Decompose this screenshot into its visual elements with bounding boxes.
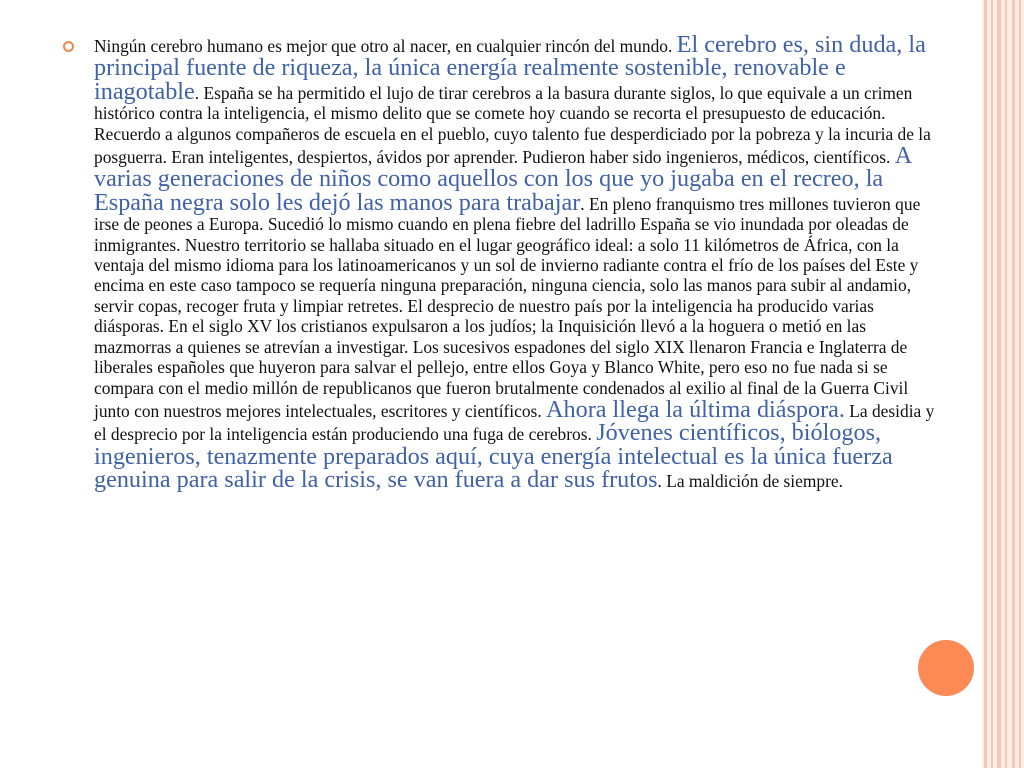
- sentence: . España se ha permitido el lujo de tirar cerebros a la basura durante siglos, lo que equivale a un crimen histórico contra la inteligencia, el mismo delito que se comete hoy cuando se recorta el presupuesto de educación. Recuerdo a algunos compañeros de escuela en el pueblo, cuyo talento fue desperdiciado por la pobreza y la incuria de la posguerra. Eran inteligentes, despiertos, ávidos por aprender. Pudieron haber sido ingenieros, médicos, científicos.: [94, 82, 931, 168]
- sentence: . En pleno franquismo tres millones tuvieron que irse de peones a Europa. Sucedió lo mismo cuando en plena fiebre del ladrillo España se vio inundada por oleadas de inmigrantes. Nuestro territorio se hallaba situado en el lugar geográfico ideal: a solo 11 kilómetros de África, con la ventaja del mismo idioma para los latinoamericanos y un sol de invierno radiante contra el frío de los países del Este y encima en este caso tampoco se requería ninguna preparación, ninguna ciencia, solo las manos para subir al andamio, servir copas, recoger fruta y limpiar retretes. El desprecio de nuestro país por la inteligencia ha producido varias diásporas. En el siglo XV los cristianos expulsaron a los judíos; la Inquisición llevó a la hoguera o metió en las mazmorras a quienes se atrevían a investigar. Los sucesivos espadones del siglo XIX llenaron Francia e Inglaterra de liberales españoles que huyeron para salvar el pellejo, entre ellos Goya y Blanco White, pero eso no fue nada si se compara con el medio millón de republicanos que fueron brutalmente condenados al exilio al final de la Guerra Civil junto con nuestros mejores intelectuales, escritores y científicos.: [94, 193, 921, 421]
- stripe: [991, 0, 993, 768]
- sentence: Ningún cerebro humano es mejor que otro al nacer, en cualquier rincón del mundo.: [94, 36, 673, 56]
- slide-body: [62, 33, 938, 492]
- sentence: La desidia y el desprecio por la inteligencia están produciendo una fuga de cerebros.: [94, 400, 935, 445]
- stripe: [997, 0, 1001, 768]
- highlighted-phrase: Jóvenes científicos, biólogos, ingenieros, tenazmente preparados aquí, cuya energía intelectual es la única fuerza genuina para salir de la crisis, se van fuera a dar sus frutos: [94, 419, 893, 494]
- decorative-circle: [918, 640, 974, 696]
- stripe: [1012, 0, 1015, 768]
- highlighted-phrase: Ahora llega la última diáspora.: [546, 395, 845, 423]
- stripe: [1019, 0, 1021, 768]
- decorative-stripes: [982, 0, 1024, 768]
- sentence: . La maldición de siempre.: [657, 471, 843, 492]
- stripe: [984, 0, 987, 768]
- highlighted-phrase: El cerebro es, sin duda, la principal fuente de riqueza, la única energía realmente sostenible, renovable e inagotable: [94, 31, 926, 105]
- stripe: [1005, 0, 1007, 768]
- paragraph: [94, 33, 938, 492]
- highlighted-phrase: A varias generaciones de niños como aquellos con los que yo jugaba en el recreo, la España negra solo les dejó las manos para trabajar: [94, 142, 911, 216]
